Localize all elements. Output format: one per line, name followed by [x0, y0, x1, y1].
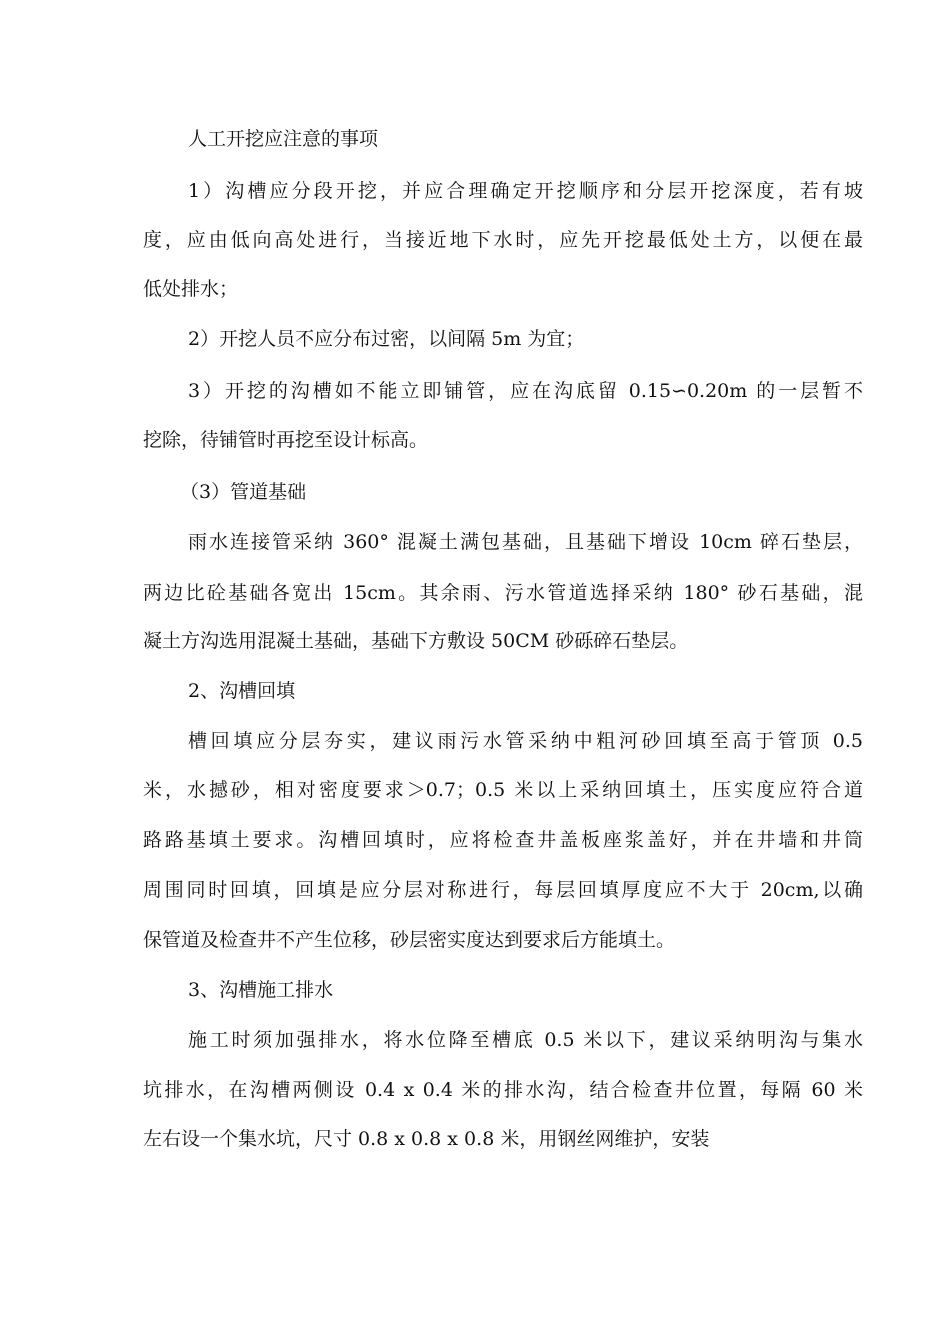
- paragraph-line: 左右设一个集水坑，尺寸 0.8 x 0.8 x 0.8 米，用钢丝网维护，安装: [143, 1128, 710, 1150]
- paragraph-line: 凝土方沟选用混凝土基础，基础下方敷设 50CM 砂砾碎石垫层。: [143, 630, 689, 652]
- section-heading-manual-excavation: 人工开挖应注意的事项: [188, 128, 379, 150]
- paragraph-line: 低处排水；: [143, 278, 239, 300]
- paragraph-line: 施工时须加强排水，将水位降至槽底 0.5 米以下，建议采纳明沟与集水: [188, 1029, 863, 1051]
- paragraph-line: 1）沟槽应分段开挖，并应合理确定开挖顺序和分层开挖深度，若有坡: [188, 180, 863, 202]
- paragraph-line: 雨水连接管采纳 360° 混凝土满包基础，且基础下增设 10cm 碎石垫层，: [188, 531, 863, 553]
- section-heading-pipe-foundation: （3）管道基础: [180, 481, 307, 503]
- paragraph-line: 两边比砼基础各宽出 15cm。其余雨、污水管道选择采纳 180° 砂石基础，混: [143, 582, 863, 604]
- paragraph-line: 2）开挖人员不应分布过密，以间隔 5m 为宜；: [188, 328, 585, 350]
- paragraph-line: 周围同时回填，回填是应分层对称进行，每层回填厚度应不大于 20cm,以确: [143, 879, 863, 901]
- paragraph-line: 挖除，待铺管时再挖至设计标高。: [143, 429, 429, 451]
- paragraph-line: 路路基填土要求。沟槽回填时，应将检查井盖板座浆盖好，并在井墙和井筒: [143, 829, 863, 851]
- paragraph-line: 3）开挖的沟槽如不能立即铺管，应在沟底留 0.15∽0.20m 的一层暂不: [188, 380, 863, 402]
- paragraph-line: 保管道及检查井不产生位移，砂层密实度达到要求后方能填土。: [143, 929, 676, 951]
- paragraph-line: 米，水撼砂，相对密度要求＞0.7；0.5 米以上采纳回填土，压实度应符合道: [143, 779, 863, 801]
- paragraph-line: 坑排水，在沟槽两侧设 0.4 x 0.4 米的排水沟，结合检查井位置，每隔 60 米: [143, 1079, 863, 1101]
- section-heading-trench-backfill: 2、沟槽回填: [188, 680, 296, 702]
- section-heading-trench-drainage: 3、沟槽施工排水: [188, 979, 334, 1001]
- paragraph-line: 槽回填应分层夯实，建议雨污水管采纳中粗河砂回填至高于管顶 0.5: [188, 730, 863, 752]
- paragraph-line: 度，应由低向高处进行，当接近地下水时，应先开挖最低处土方，以便在最: [143, 229, 863, 251]
